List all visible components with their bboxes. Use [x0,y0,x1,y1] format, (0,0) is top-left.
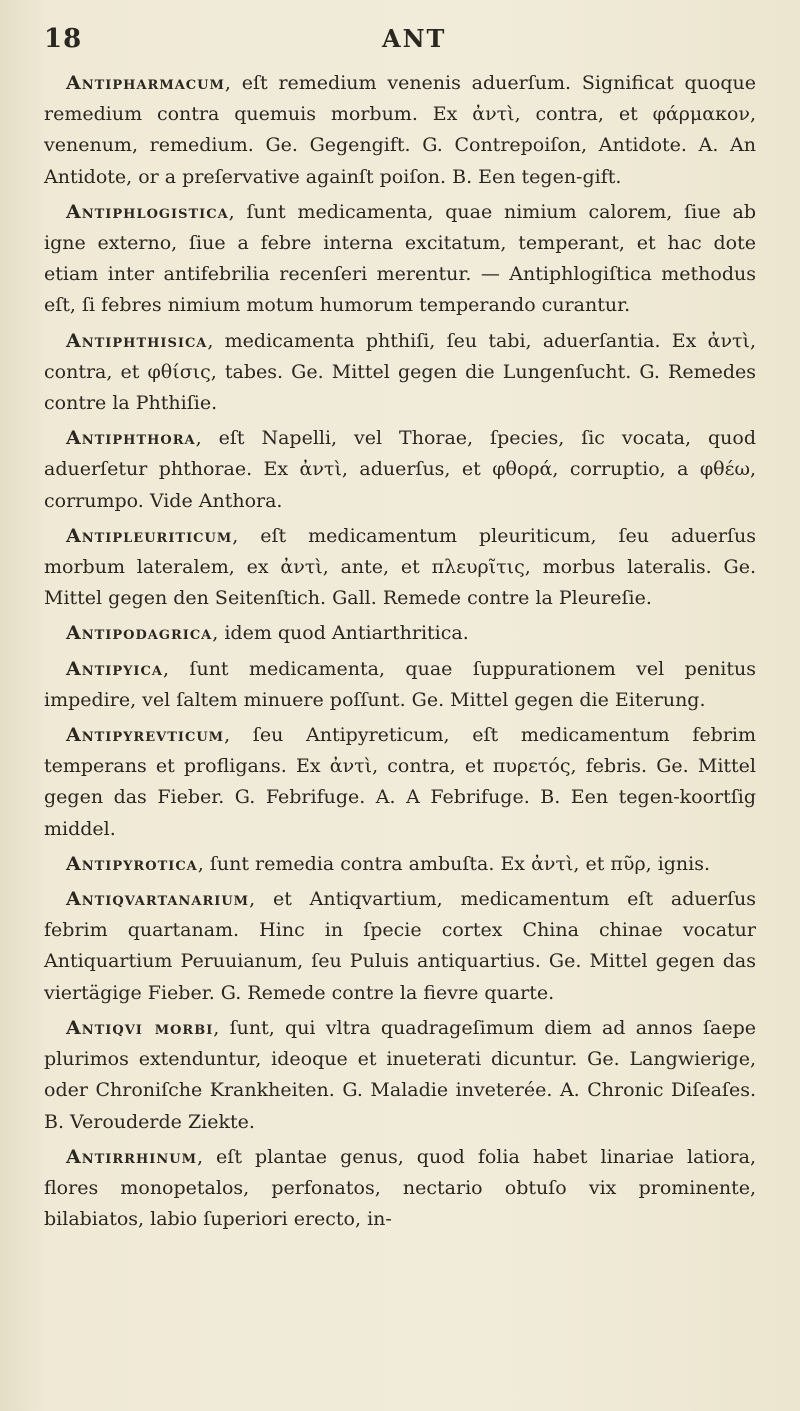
entry-antiqvi-morbi [44,1013,756,1138]
entry-antiphlogistica [44,197,756,322]
entry-antipleuriticum [44,521,756,615]
entry-text: , ſunt medicamenta, quae nimium calorem, ſiue ab igne externo, ſiue a febre interna excitatum, temperant, et hac dote etiam inter antifebrilia recenſeri merentur. — Antiphlogiſtica methodus eſt, ſi febres nimium motum humorum temperando curantur. [44,200,756,317]
page-header [44,24,744,60]
entry-headword: Antirrhinum [66,1145,197,1168]
entry-text: , eſt plantae genus, quod folia habet linariae latiora, flores monopetalos, perfonatos, nectario obtuſo vix prominente, bilabiatos, labio ſuperiori erecto, in- [44,1145,756,1231]
entry-text: , ſunt remedia contra ambuſta. Ex ἀντὶ, et πῦρ, ignis. [197,852,711,875]
entry-headword: Antiqvartanarium [66,888,250,911]
entry-text: , idem quod Antiarthritica. [212,622,469,645]
entry-antipyrevticum [44,720,756,845]
entry-antipharmacum [44,68,756,193]
entry-headword: Antipodagrica [66,622,213,645]
entry-text: , ſunt medicamenta, quae ſuppurationem vel penitus impedire, vel ſaltem minuere poſſunt. Ge. Mittel gegen die Eiterung. [44,657,756,711]
entry-headword: Antipharmacum [66,72,225,94]
entry-antiqvartanarium [44,884,756,1009]
entry-antiphthora [44,423,756,517]
entry-text: , et Antiqvartium, medicamentum eſt aduerſus febrim quartanam. Hinc in ſpecie cortex China chinae vocatur Antiquartium Peruuianum, ſeu Puluis antiquartius. Ge. Mittel gegen das viertägige Fieber. G. Remede contre la fievre quarte. [44,888,756,1004]
entry-headword: Antipleuriticum [66,524,233,547]
entry-text: , eſt medicamentum pleuriticum, ſeu aduerſus morbum lateralem, ex ἀντὶ, ante, et πλευρῖτις, morbus lateralis. Ge. Mittel gegen den Seitenſtich. Gall. Remede contre la Pleureſie. [44,524,756,610]
entry-headword: Antiphlogistica [66,200,229,223]
entry-antipyrotica [44,849,756,880]
entry-headword: Antipyrevticum [66,724,225,747]
entry-antirrhinum [44,1142,756,1236]
entry-headword: Antiqvi morbi [66,1016,214,1039]
entry-headword: Antipyica [66,657,163,680]
entries-column [44,68,756,1239]
entry-text: , eſt remedium venenis aduerſum. Significat quoque remedium contra quemuis morbum. Ex ἀντὶ, contra, et φάρμακον, venenum, remedium. Ge. Gegengift. G. Contrepoiſon, Antidote. A. An Antidote, or a preſervative againſt poiſon. B. Een tegen-gift. [44,72,756,188]
running-head: ANT [382,24,447,53]
entry-headword: Antiphthora [66,427,196,450]
entry-headword: Antiphthisica [66,329,208,352]
entry-antipodagrica [44,618,756,649]
entry-antiphthisica [44,326,756,420]
entry-text: , eſt Napelli, vel Thorae, ſpecies, ſic vocata, quod aduerſetur phthorae. Ex ἀντὶ, aduerſus, et φθορά, corruptio, a φθέω, corrumpo. Vide Anthora. [44,427,756,512]
entry-headword: Antipyrotica [66,852,198,875]
entry-text: , ſunt, qui vltra quadrageſimum diem ad annos ſaepe plurimos extenduntur, ideoque et inueterati dicuntur. Ge. Langwierige, oder Chroniſche Krankheiten. G. Maladie inveterée. A. Chronic Diſeaſes. B. Verouderde Ziekte. [44,1016,756,1133]
entry-antipyica [44,654,756,716]
entry-text: , ſeu Antipyreticum, eſt medicamentum febrim temperans et profligans. Ex ἀντὶ, contra, et πυρετός, febris. Ge. Mittel gegen das Fieber. G. Febrifuge. A. A Febrifuge. B. Een tegen-koortſig middel. [44,724,756,840]
page-number: 18 [44,24,83,54]
entry-text: , medicamenta phthiſi, ſeu tabi, aduerſantia. Ex ἀντὶ, contra, et φθίσις, tabes. Ge. Mittel gegen die Lungenſucht. G. Remedes contre la Phthiſie. [44,329,756,415]
